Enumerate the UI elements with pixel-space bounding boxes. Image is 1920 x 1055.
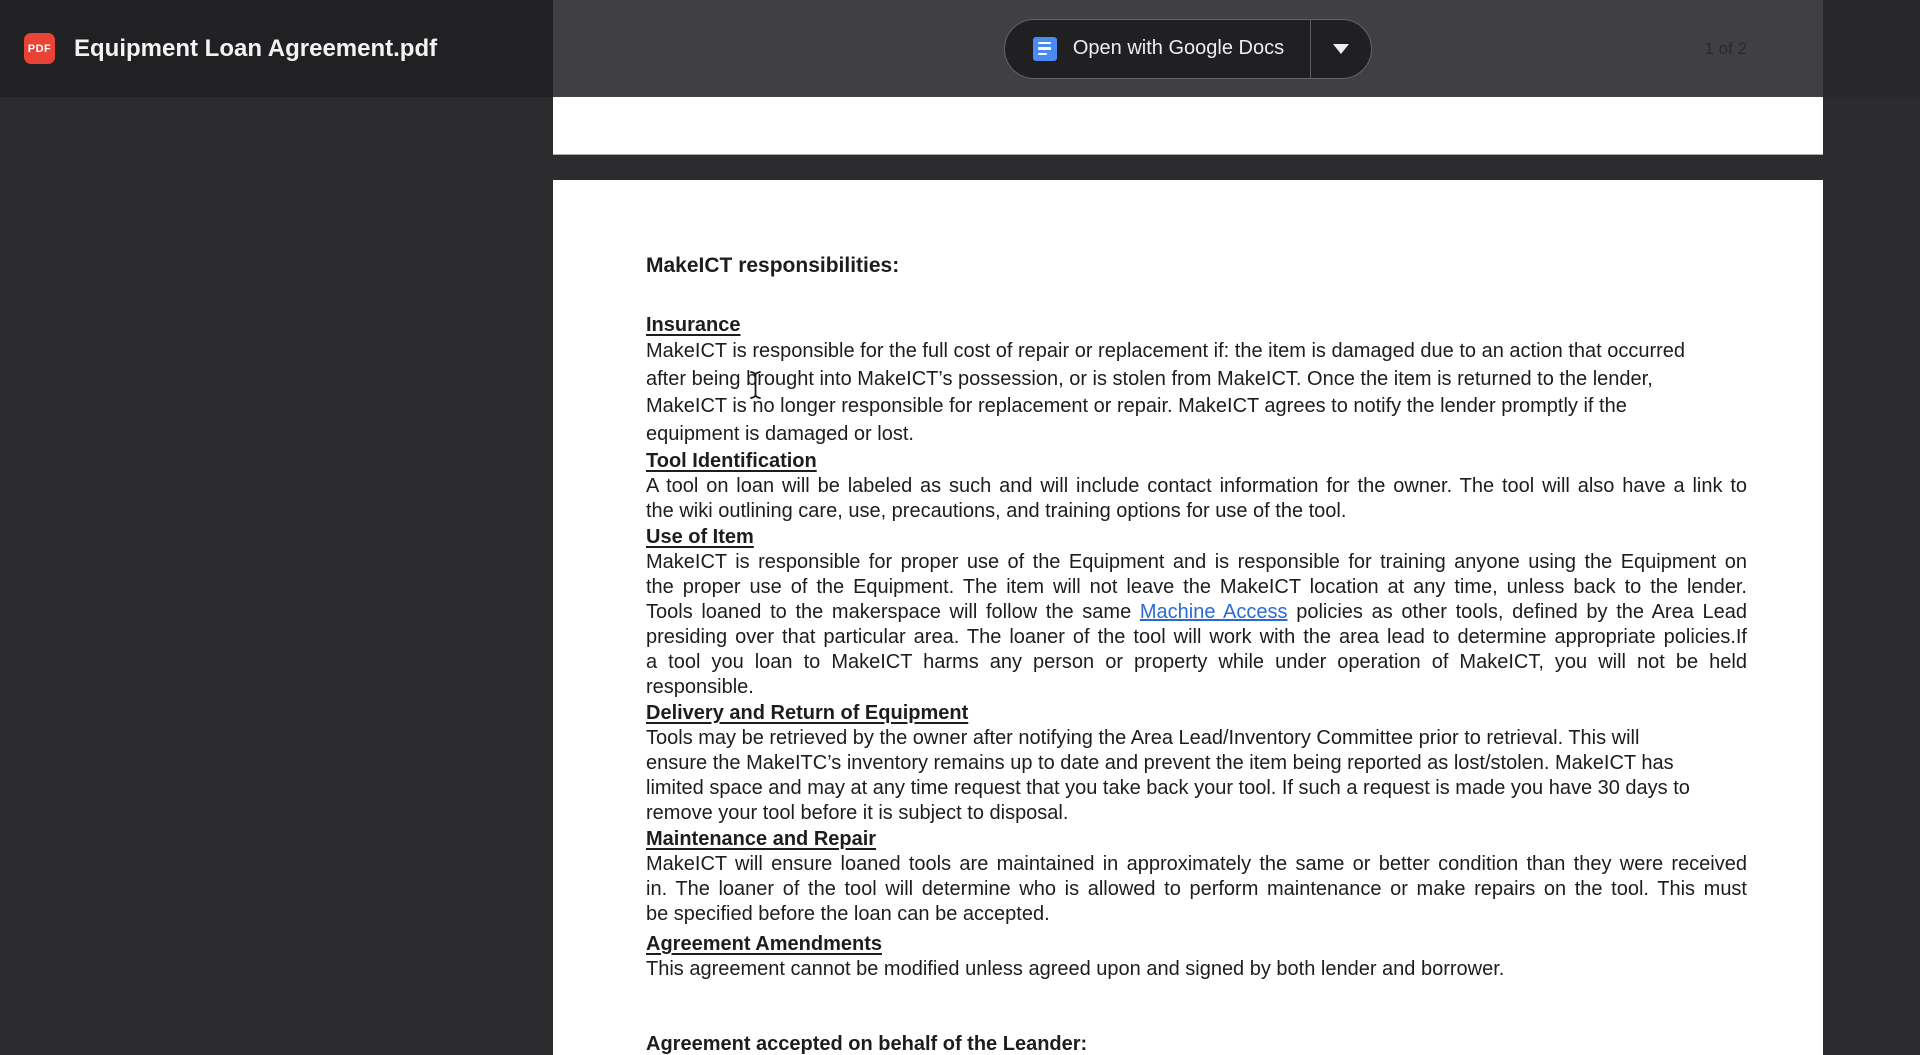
open-with-google-docs-label: Open with Google Docs	[1072, 37, 1285, 59]
pdf-file-icon: PDF	[24, 33, 55, 64]
open-with-split-button	[1004, 19, 1372, 79]
text-line	[646, 393, 1747, 421]
text-line	[646, 474, 1747, 499]
text-line	[646, 421, 1747, 449]
header-right-strip	[1823, 0, 1920, 97]
section-title-maintenance-and-repair: Maintenance and Repair	[646, 828, 877, 850]
document-footer: Agreement accepted on behalf of the Leander:	[646, 1033, 1088, 1055]
text-line	[646, 852, 1747, 877]
text-line	[646, 600, 1747, 625]
text-line	[646, 776, 1747, 801]
page-indicator: 1 of 2	[1704, 38, 1747, 58]
text-line	[646, 499, 1747, 524]
text-line	[646, 575, 1747, 600]
text-line	[646, 366, 1747, 394]
text-line	[646, 957, 1747, 982]
pdf-page-2	[553, 180, 1823, 1055]
text-line	[646, 675, 1747, 700]
section-agreement-amendments	[646, 931, 1747, 982]
section-paragraph	[646, 726, 1747, 826]
section-title-delivery-and-return: Delivery and Return of Equipment	[646, 702, 969, 724]
file-name: Equipment Loan Agreement.pdf	[74, 34, 438, 62]
text-segment: ensure the MakeITC’s inventory remains up to date and prevent the item being reported as lost/stolen. MakeICT has	[646, 752, 1674, 774]
title-bar	[0, 0, 553, 97]
section-insurance	[646, 312, 1747, 448]
document-sections	[646, 312, 1747, 982]
google-docs-icon	[1033, 37, 1057, 61]
text-segment: A tool on loan will be labeled as such and will include contact information for the owner. The tool will also have a link to	[646, 475, 1747, 497]
text-segment: responsible.	[646, 676, 754, 698]
text-segment: remove your tool before it is subject to disposal.	[646, 802, 1069, 824]
text-line	[646, 550, 1747, 575]
text-line	[646, 902, 1747, 927]
machine-access-link[interactable]: Machine Access	[1139, 601, 1288, 623]
text-segment: MakeICT will ensure loaned tools are maintained in approximately the same or better condition than they were received	[646, 853, 1747, 875]
document-heading: MakeICT responsibilities:	[646, 254, 900, 277]
section-title-use-of-item: Use of Item	[646, 526, 754, 548]
text-line	[646, 726, 1747, 751]
section-title-tool-identification: Tool Identification	[646, 450, 817, 472]
section-paragraph	[646, 852, 1747, 927]
text-segment: MakeICT is no longer responsible for replacement or repair. MakeICT agrees to notify the lender promptly if the	[646, 395, 1627, 417]
text-line	[646, 338, 1747, 366]
text-line	[646, 751, 1747, 776]
text-line	[646, 877, 1747, 902]
section-paragraph	[646, 338, 1747, 448]
text-segment: the wiki outlining care, use, precautions, and training options for use of the tool.	[646, 500, 1347, 522]
section-maintenance-and-repair	[646, 826, 1747, 927]
pdf-page-1-bottom	[553, 97, 1823, 155]
open-with-google-docs-button[interactable]	[1005, 20, 1310, 78]
text-segment: MakeICT is responsible for the full cost of repair or replacement if: the item is damaged due to an action that occurred	[646, 340, 1686, 362]
section-tool-identification	[646, 448, 1747, 524]
text-segment: MakeICT is responsible for proper use of the Equipment and is responsible for training anyone using the Equipment on	[646, 551, 1747, 573]
text-segment: limited space and may at any time request that you take back your tool. If such a request is made you have 30 days to	[646, 777, 1690, 799]
pdf-preview-header	[0, 0, 1920, 97]
text-segment: a tool you loan to MakeICT harms any person or property while under operation of MakeICT, you will not be held	[646, 651, 1747, 673]
section-title-insurance: Insurance	[646, 314, 741, 336]
text-segment: policies as other tools, defined by the Area Lead	[1287, 601, 1747, 623]
chevron-down-icon	[1333, 44, 1349, 54]
text-segment: equipment is damaged or lost.	[646, 422, 914, 445]
text-segment: presiding over that particular area. The loaner of the tool will work with the area lead to determine appropriate policies.If	[646, 626, 1747, 648]
text-line	[646, 625, 1747, 650]
text-segment: after being brought into MakeICT’s possession, or is stolen from MakeICT. Once the item is returned to the lender,	[646, 367, 1653, 390]
section-paragraph	[646, 957, 1747, 982]
section-use-of-item	[646, 524, 1747, 700]
ibeam-text-cursor	[748, 370, 763, 405]
section-paragraph	[646, 550, 1747, 700]
text-segment: Tools may be retrieved by the owner after notifying the Area Lead/Inventory Committee prior to retrieval. This will	[646, 727, 1640, 749]
section-paragraph	[646, 474, 1747, 524]
text-segment: This agreement cannot be modified unless agreed upon and signed by both lender and borrower.	[646, 958, 1505, 980]
section-delivery-and-return	[646, 700, 1747, 826]
toolbar	[553, 0, 1823, 97]
text-line	[646, 650, 1747, 675]
text-segment: the proper use of the Equipment. The item will not leave the MakeICT location at any time, unless back to the lender.	[646, 576, 1747, 598]
text-line	[646, 801, 1747, 826]
text-segment: Tools loaned to the makerspace will follow the same	[646, 601, 1140, 623]
open-with-dropdown-button[interactable]	[1311, 20, 1371, 78]
text-segment: in. The loaner of the tool will determine who is allowed to perform maintenance or make repairs on the tool. This must	[646, 878, 1747, 900]
text-segment: be specified before the loan can be accepted.	[646, 903, 1050, 925]
section-title-agreement-amendments: Agreement Amendments	[646, 933, 882, 955]
